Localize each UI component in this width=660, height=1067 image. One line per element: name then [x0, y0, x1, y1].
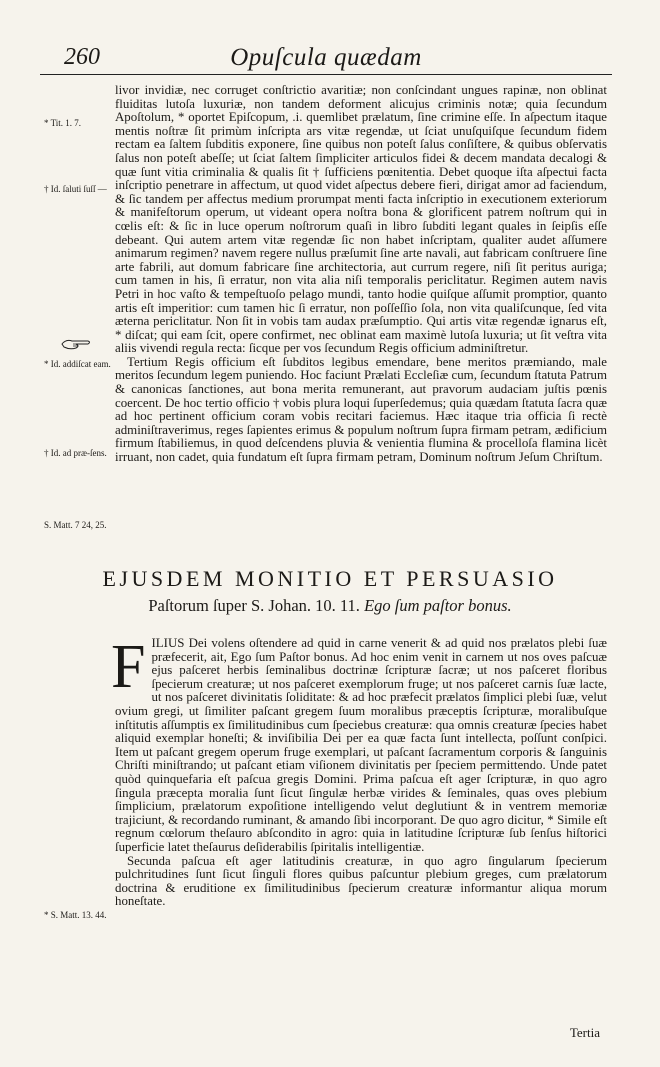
header-rule — [40, 74, 612, 75]
section-subtitle — [40, 596, 620, 616]
section-one-text — [115, 84, 607, 465]
paragraph: Tertium Regis officium eſt ſubditos legibus emendare, bene meritos præmiando, male meritos ſecundum legem puniendo. Hoc faciunt Prælati Eccleſiæ cum, ſecundum ſtatuta Patrum & canonicas ſanctiones, aut bona merita remunerant, aut pravorum audaciam juſtis pœnis coercent. De hoc tertio officio † vobis plura loqui ſuperſedemus; quia quædam ſtatuta ſacra quæ ad hoc pertinent officium coram vobis recitari faciemus. Hæc itaque tria officia ſi rectè adminiſtraverimus, reges ſapientes erimus & populum noſtrum ſupra firmam petram, ædificium firmum ſtabiliemus, in quod deſcendens pluvia & venientia flumina & procelloſa flamina licèt irruant, non cadet, quia fundatum eſt ſupra firmam petram, Dominum noſtrum Jeſum Chriſtum. — [115, 354, 607, 465]
margin-note: * Id. addiſcat eam. — [44, 359, 111, 369]
drop-cap-initial: F — [111, 633, 146, 701]
paragraph-text: Dei volens oſtendere ad quid in carne venerit & ad quid nos prælatos plebi ſuæ præfecerit, ait, Ego ſum Paſtor bonus. Ad hoc enim venit in carnem ut nos oves paſcuæ ejus paſceret herbis ſeminalibus doctrinæ ſcripturæ ſacræ; ut nos paſceret floribus ſpecierum creaturæ; ut nos paſceret exemplorum fruge; ut nos paſceret carnis ſuæ lacte, ut nos paſceret divinitatis ſoliditate: & ad hoc præfecit prælatos ſimplici plebi ſuæ, velut ovium gregi, ut ſimiliter paſcant gregem ſuum moralibus præceptis ſcripturæ, moralibuſque inſtitutis aſſumptis ex ſimilitudinibus cum ſpeciebus creaturæ: qua omnis creaturæ ſpecies habet aliquid exemplar honeſti; & inviſibilia Dei per ea quæ facta ſunt intellecta, poſſunt conſpici. Item ut paſcant gregem operum fruge exemplari, ut paſcant ſacramentum corporis & ſanguinis Chriſti miniſtrando; ut paſcant etiam viſionem divinitatis per ſpeciem permittendo. Unde patet quòd quinquefaria eſt paſcua gregis Domini. Prima paſcua eſt ager ſcripturæ, in quo agro ſingula præcepta moralia ſunt ſicut ſingulæ herbæ virides & ſeminales, quas oves plebium ſimplicium, prælatorum expoſitione intelligendo velut deglutiunt & in ventrem memoriæ trajiciunt, & recordando ruminant, & amando ſibi incorporant. De quo agro dicitur, * Simile eſt regnum cœlorum theſauro abſcondito in agro: quia in latitudine ſcripturæ ſub ſenſus hiſtorici ſuperficie latet theſaurus deſiderabilis ſpiritalis intelligentiæ. — [115, 636, 607, 854]
catchword: Tertia — [569, 1025, 600, 1040]
margin-note: † Id. ad præ-ſens. — [44, 448, 107, 458]
paragraph: livor invidiæ, nec corruget conſtrictio avaritiæ; non conſcindant ungues rapinæ, non oblinat fluiditas lutoſa luxuriæ, non tandem deforment alicujus criminis notæ; quia ſecundum Apoſtolum, * oportet Epiſcopum, .i. quemlibet prælatum, ſine crimine eſſe. In aſpectum itaque mentis noſtræ ſit primùm inſcripta ars vitæ regendæ, ut ſciat unuſquiſque ſecundum fidem rectam ea ſaltem ſubditis exponere, ſine quibus non poteſt ſalus conſiſtere, & quibus obſervatis ſalus non poteſt abeſſe; ut ſciat ſaltem ſimpliciter articulos fidei & decem mandata decalogi & quæ ſunt vitia criminalia & qualis ſit † ſufficiens pœnitentia. Debet quoque iſta aſpectui facta inſcriptio penetrare in affectum, ut quod videt aſpectus debere fieri, dirigat amor ad faciendum, & ſic tandem per affectus medium prorumpat menti facta inſcriptio in executionem exteriorum & manifeſtorum operum, ut videant opera noſtra bona & glorificent patrem noſtrum qui in cœlis eſt: & ſic in luce operum noſtrorum quaſi in libro ſubditi legant quales in ſeipſis eſſe debeant. Qui autem artem vitæ regendæ ſic non habet inſcriptam, qualiter audet aſſumere animarum regimen? navem regere nullus præſumit ſine arte navali, aut fabricam conſtruere ſine arte fabrili, aut domum fabricare ſine architectoria, aut currum regere, niſi ſit peritus auriga; cum tamen in his, ſi erratur, non vita alia niſi temporalis periclitatur. Regimen autem navis Petri in hoc vaſto & tempeſtuoſo pelago mundi, tanto hodie quiſque aſſumit promptior, quanto artis eſt imperitior: cum tamen hic ſi erratur, non poſſeſſio ſola, non vita qualiſcunque, ſed vita æterna periclitatur. Non ſit in vobis tam audax præſumptio. Qui artis vitæ regendæ ignarus eſt, * diſcat; qui eam ſcit, opere confirmet, nec oblinat eam maximè lutoſa luxuria; ut ſit veſtra vita aliis vivendi regula recta: ſicque per vos ſecundum Regis officium adminiſtretur. — [115, 83, 607, 356]
margin-note: * Tit. 1. 7. — [44, 118, 82, 128]
subtitle-text: Paſtorum ſuper S. Johan. 10. 11. — [148, 596, 360, 615]
running-title: Opuſcula quædam — [230, 44, 422, 71]
paragraph — [111, 633, 607, 855]
margin-note: S. Matt. 7 24, 25. — [44, 520, 107, 530]
subtitle-quote: Ego ſum paſtor bonus. — [364, 596, 512, 615]
section-title: EJUSDEM MONITIO ET PERSUASIO — [102, 566, 558, 591]
margin-note: † Id. ſaluti ſuſſ — — [44, 184, 107, 194]
initial-word-rest: ILIUS — [151, 636, 185, 650]
section-two-text — [111, 633, 607, 909]
page-header — [40, 44, 612, 72]
paragraph: Secunda paſcua eſt ager latitudinis creaturæ, in quo agro ſingularum ſpecierum pulchritudines ſunt ſicut ſinguli flores quibus paſcuntur plebium greges, cum prælatorum doctrina & eruditione ex ſimilitudinibus ſpecierum creaturæ informantur aliqua morum honeſtate. — [115, 853, 607, 909]
page-number: 260 — [64, 44, 100, 70]
pointing-hand-icon — [60, 337, 92, 351]
margin-note: * S. Matt. 13. 44. — [44, 910, 107, 920]
